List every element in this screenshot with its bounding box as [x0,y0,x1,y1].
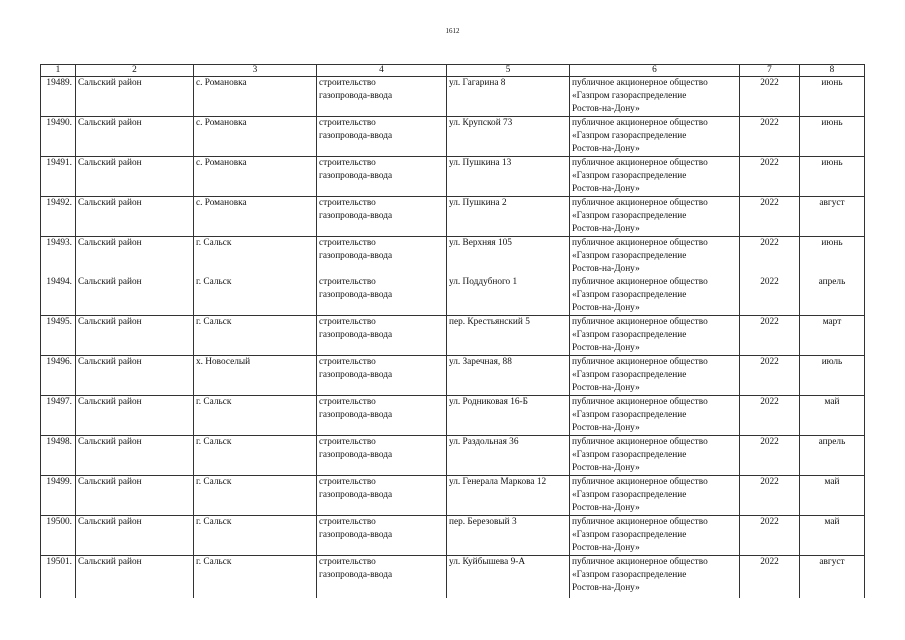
locality-cell [194,237,317,277]
address-cell-text: ул. Генерала Маркова 12 [449,477,547,487]
year-cell [740,157,800,197]
locality-cell-text: г. Сальск [196,437,232,447]
month-cell [800,516,865,556]
year-cell-text: 2022 [760,517,779,527]
organization-cell [570,197,740,237]
organization-cell-text: публичное акционерное общество «Газпром газораспределение Ростов-на-Дону» [572,357,708,393]
work-type-cell [317,157,447,197]
locality-cell-text: г. Сальск [196,517,232,527]
table-row [41,436,865,476]
organization-cell [570,276,740,316]
month-cell [800,316,865,356]
work-type-cell-text: строительство газопровода-ввода [319,517,393,540]
district-cell-text: Сальский район [78,477,142,487]
organization-cell-text: публичное акционерное общество «Газпром газораспределение Ростов-на-Дону» [572,277,708,313]
row-number [41,117,76,157]
address-cell [447,556,570,599]
locality-cell-text: г. Сальск [196,557,232,567]
district-cell [76,157,194,197]
year-cell-text: 2022 [760,397,779,407]
year-cell [740,556,800,599]
row-number [41,237,76,277]
year-cell-text: 2022 [760,437,779,447]
table-row [41,157,865,197]
row-number-text: 19493. [46,238,72,248]
organization-cell-text: публичное акционерное общество «Газпром газораспределение Ростов-на-Дону» [572,317,708,353]
district-cell [76,77,194,117]
organization-cell [570,556,740,599]
row-number-text: 19496. [46,357,72,367]
organization-cell-text: публичное акционерное общество «Газпром газораспределение Ростов-на-Дону» [572,397,708,433]
district-cell [76,276,194,316]
district-cell-text: Сальский район [78,397,142,407]
year-cell-text: 2022 [760,557,779,567]
table-row [41,117,865,157]
work-type-cell [317,356,447,396]
row-number [41,436,76,476]
month-cell-text: май [824,517,840,527]
address-cell [447,276,570,316]
work-type-cell [317,237,447,277]
district-cell [76,237,194,277]
organization-cell [570,237,740,277]
locality-cell [194,436,317,476]
year-cell [740,516,800,556]
gasification-table [40,64,865,598]
month-cell [800,476,865,516]
address-cell-text: ул. Верхняя 105 [449,238,512,248]
district-cell-text: Сальский район [78,158,142,168]
locality-cell-text: с. Романовка [196,158,247,168]
locality-cell-text: с. Романовка [196,198,247,208]
organization-cell-text: публичное акционерное общество «Газпром газораспределение Ростов-на-Дону» [572,158,708,194]
row-number-text: 19492. [46,198,72,208]
column-number: 8 [800,65,865,77]
table-row [41,276,865,316]
district-cell-text: Сальский район [78,557,142,567]
month-cell-text: март [822,317,842,327]
locality-cell [194,77,317,117]
organization-cell-text: публичное акционерное общество «Газпром газораспределение Ростов-на-Дону» [572,78,708,114]
locality-cell [194,197,317,237]
month-cell [800,237,865,277]
column-number: 3 [194,65,317,77]
work-type-cell-text: строительство газопровода-ввода [319,317,393,340]
address-cell-text: ул. Гагарина 8 [449,78,506,88]
organization-cell [570,157,740,197]
address-cell [447,316,570,356]
month-cell-text: июнь [821,238,843,248]
column-number-row [41,65,865,77]
work-type-cell [317,276,447,316]
year-cell-text: 2022 [760,158,779,168]
row-number [41,356,76,396]
year-cell [740,356,800,396]
locality-cell [194,117,317,157]
work-type-cell-text: строительство газопровода-ввода [319,557,393,580]
organization-cell-text: публичное акционерное общество «Газпром газораспределение Ростов-на-Дону» [572,477,708,513]
work-type-cell [317,396,447,436]
table-row [41,316,865,356]
year-cell [740,237,800,277]
column-number: 6 [570,65,740,77]
locality-cell-text: с. Романовка [196,78,247,88]
month-cell-text: июнь [821,158,843,168]
work-type-cell-text: строительство газопровода-ввода [319,437,393,460]
work-type-cell-text: строительство газопровода-ввода [319,277,393,300]
month-cell [800,556,865,599]
month-cell-text: июнь [821,118,843,128]
address-cell [447,197,570,237]
address-cell [447,77,570,117]
locality-cell [194,276,317,316]
address-cell-text: ул. Поддубного 1 [449,277,518,287]
locality-cell [194,157,317,197]
locality-cell-text: г. Сальск [196,238,232,248]
column-number: 2 [76,65,194,77]
organization-cell [570,476,740,516]
work-type-cell [317,436,447,476]
organization-cell-text: публичное акционерное общество «Газпром газораспределение Ростов-на-Дону» [572,198,708,234]
row-number-text: 19491. [46,158,72,168]
organization-cell [570,117,740,157]
month-cell [800,197,865,237]
work-type-cell-text: строительство газопровода-ввода [319,118,393,141]
address-cell-text: ул. Крупской 73 [449,118,513,128]
district-cell-text: Сальский район [78,357,142,367]
work-type-cell-text: строительство газопровода-ввода [319,238,393,261]
district-cell-text: Сальский район [78,317,142,327]
row-number [41,316,76,356]
address-cell [447,396,570,436]
row-number [41,516,76,556]
row-number-text: 19495. [46,317,72,327]
organization-cell-text: публичное акционерное общество «Газпром газораспределение Ростов-на-Дону» [572,517,708,553]
month-cell [800,436,865,476]
row-number-text: 19498. [46,437,72,447]
locality-cell-text: г. Сальск [196,397,232,407]
month-cell-text: апрель [818,277,846,287]
work-type-cell-text: строительство газопровода-ввода [319,397,393,420]
address-cell-text: ул. Пушкина 2 [449,198,507,208]
district-cell [76,436,194,476]
district-cell [76,197,194,237]
year-cell [740,436,800,476]
organization-cell [570,436,740,476]
year-cell [740,77,800,117]
month-cell [800,117,865,157]
month-cell-text: июнь [821,78,843,88]
year-cell-text: 2022 [760,118,779,128]
locality-cell [194,516,317,556]
month-cell-text: июль [821,357,843,367]
table-row [41,516,865,556]
year-cell [740,276,800,316]
organization-cell-text: публичное акционерное общество «Газпром газораспределение Ростов-на-Дону» [572,238,708,274]
district-cell [76,117,194,157]
district-cell-text: Сальский район [78,437,142,447]
locality-cell-text: г. Сальск [196,317,232,327]
address-cell [447,516,570,556]
column-number: 5 [447,65,570,77]
locality-cell [194,316,317,356]
row-number-text: 19500. [46,517,72,527]
locality-cell-text: с. Романовка [196,118,247,128]
table-row [41,197,865,237]
address-cell-text: ул. Куйбышева 9-А [449,557,526,567]
address-cell [447,436,570,476]
page-number: 1612 [445,27,460,35]
organization-cell [570,516,740,556]
work-type-cell-text: строительство газопровода-ввода [319,78,393,101]
district-cell [76,396,194,436]
column-number: 1 [41,65,76,77]
year-cell [740,476,800,516]
organization-cell [570,77,740,117]
year-cell-text: 2022 [760,277,779,287]
district-cell [76,356,194,396]
year-cell-text: 2022 [760,477,779,487]
month-cell [800,157,865,197]
locality-cell-text: г. Сальск [196,277,232,287]
year-cell [740,316,800,356]
month-cell [800,396,865,436]
locality-cell [194,556,317,599]
table-row [41,396,865,436]
address-cell-text: ул. Пушкина 13 [449,158,512,168]
address-cell-text: пер. Крестьянский 5 [449,317,530,327]
district-cell-text: Сальский район [78,238,142,248]
address-cell-text: пер. Березовый 3 [449,517,517,527]
row-number-text: 19489. [46,78,72,88]
year-cell-text: 2022 [760,357,779,367]
work-type-cell-text: строительство газопровода-ввода [319,198,393,221]
month-cell-text: май [824,477,840,487]
month-cell-text: август [819,198,845,208]
work-type-cell [317,77,447,117]
work-type-cell-text: строительство газопровода-ввода [319,357,393,380]
table-row [41,556,865,599]
month-cell [800,276,865,316]
table-row [41,237,865,277]
work-type-cell [317,516,447,556]
address-cell [447,476,570,516]
work-type-cell-text: строительство газопровода-ввода [319,477,393,500]
row-number-text: 19497. [46,397,72,407]
row-number [41,197,76,237]
organization-cell-text: публичное акционерное общество «Газпром газораспределение Ростов-на-Дону» [572,118,708,154]
column-number: 7 [740,65,800,77]
locality-cell-text: х. Новоселый [196,357,251,367]
column-number: 4 [317,65,447,77]
month-cell-text: август [819,557,845,567]
address-cell [447,117,570,157]
year-cell-text: 2022 [760,317,779,327]
organization-cell [570,356,740,396]
year-cell [740,117,800,157]
row-number-text: 19490. [46,118,72,128]
organization-cell [570,396,740,436]
district-cell-text: Сальский район [78,277,142,287]
year-cell [740,396,800,436]
locality-cell [194,396,317,436]
row-number [41,157,76,197]
district-cell-text: Сальский район [78,198,142,208]
district-cell [76,476,194,516]
row-number [41,476,76,516]
locality-cell-text: г. Сальск [196,477,232,487]
year-cell [740,197,800,237]
district-cell-text: Сальский район [78,118,142,128]
work-type-cell-text: строительство газопровода-ввода [319,158,393,181]
district-cell-text: Сальский район [78,78,142,88]
row-number-text: 19494. [46,277,72,287]
locality-cell [194,356,317,396]
month-cell [800,77,865,117]
row-number [41,276,76,316]
year-cell-text: 2022 [760,78,779,88]
month-cell-text: апрель [818,437,846,447]
address-cell [447,356,570,396]
work-type-cell [317,556,447,599]
address-cell-text: ул. Заречная, 88 [449,357,512,367]
work-type-cell [317,316,447,356]
row-number [41,396,76,436]
district-cell [76,556,194,599]
address-cell [447,157,570,197]
locality-cell [194,476,317,516]
district-cell-text: Сальский район [78,517,142,527]
row-number [41,77,76,117]
month-cell [800,356,865,396]
row-number-text: 19499. [46,477,72,487]
table-row [41,77,865,117]
year-cell-text: 2022 [760,198,779,208]
work-type-cell [317,197,447,237]
table-row [41,476,865,516]
row-number [41,556,76,599]
address-cell-text: ул. Раздольная 36 [449,437,519,447]
row-number-text: 19501. [46,557,72,567]
organization-cell-text: публичное акционерное общество «Газпром газораспределение Ростов-на-Дону» [572,557,708,593]
address-cell [447,237,570,277]
district-cell [76,316,194,356]
work-type-cell [317,476,447,516]
month-cell-text: май [824,397,840,407]
table-row [41,356,865,396]
district-cell [76,516,194,556]
organization-cell-text: публичное акционерное общество «Газпром газораспределение Ростов-на-Дону» [572,437,708,473]
year-cell-text: 2022 [760,238,779,248]
address-cell-text: ул. Родниковая 16-Б [449,397,528,407]
organization-cell [570,316,740,356]
work-type-cell [317,117,447,157]
